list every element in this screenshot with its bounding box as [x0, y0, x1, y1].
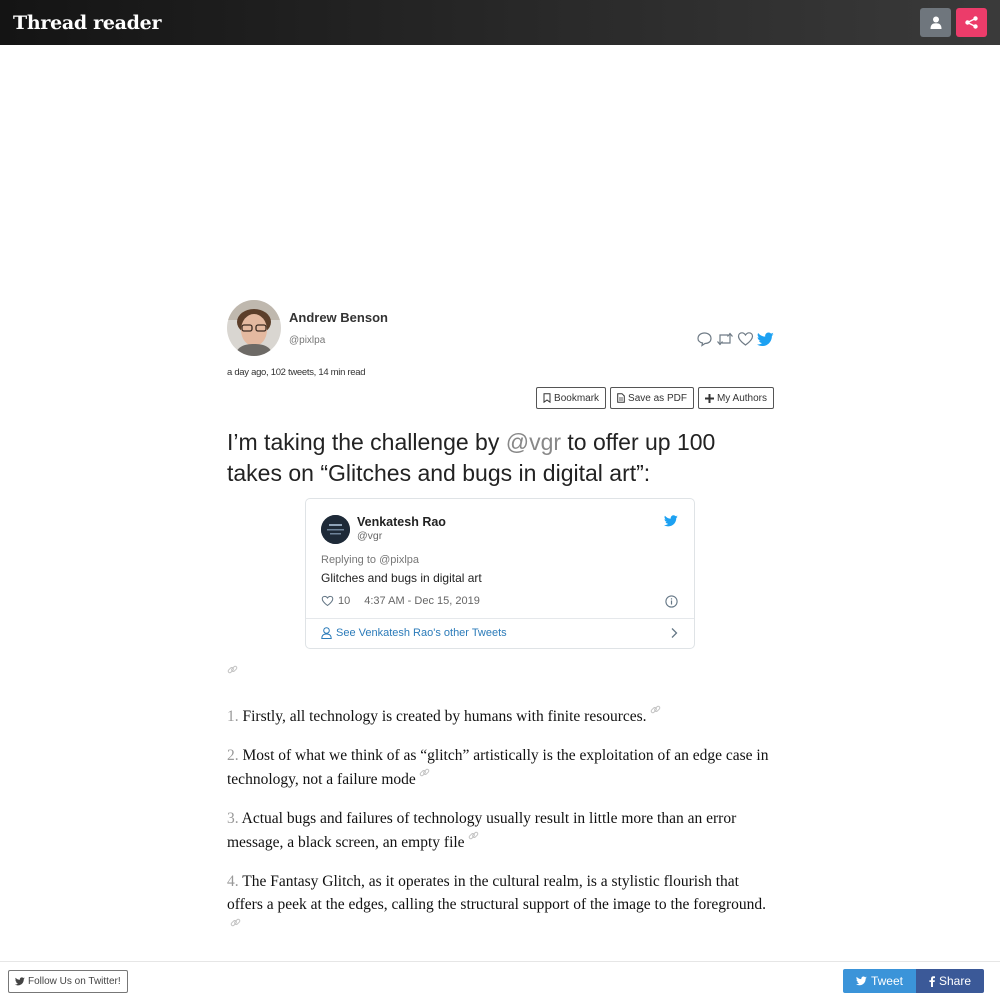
author-handle[interactable]: @pixlpa	[289, 335, 326, 346]
author-name[interactable]: Andrew Benson	[289, 310, 388, 325]
facebook-share-label: Share	[938, 974, 971, 988]
tweet-text: Actual bugs and failures of technology usually result in little more than an error message, a black screen, an empty file	[227, 809, 737, 852]
top-actions	[920, 8, 987, 37]
see-other-tweets-link[interactable]	[321, 627, 507, 639]
tweet-number: 3.	[227, 809, 239, 827]
list-item	[227, 704, 774, 729]
user-button[interactable]	[920, 8, 951, 37]
tweet-text: Firstly, all technology is created by humans with finite resources.	[242, 708, 647, 726]
see-other-tweets-label: See Venkatesh Rao's other Tweets	[336, 627, 507, 639]
share-buttons	[843, 969, 984, 993]
twitter-bird-icon[interactable]	[757, 332, 774, 347]
facebook-icon	[929, 976, 935, 987]
embed-avatar[interactable]	[321, 515, 350, 544]
footer-bar	[0, 961, 1000, 1000]
like-icon[interactable]	[737, 331, 754, 347]
facebook-share-button[interactable]	[916, 969, 984, 993]
twitter-bird-icon	[856, 976, 867, 986]
heart-icon[interactable]	[321, 595, 334, 607]
share-icon	[965, 16, 978, 29]
top-bar	[0, 0, 1000, 45]
save-pdf-label: Save as PDF	[628, 392, 687, 404]
tweet-share-label: Tweet	[870, 974, 903, 988]
tweet-text: Most of what we think of as “glitch” artistically is the exploitation of an edge case in technology, not a failure mode	[227, 746, 769, 789]
tweet-number: 2.	[227, 746, 239, 764]
tweet-number: 1.	[227, 708, 239, 726]
my-authors-label: My Authors	[716, 392, 767, 404]
file-pdf-icon	[617, 393, 625, 403]
embed-author-handle[interactable]: @vgr	[357, 530, 383, 542]
link-icon[interactable]	[227, 664, 238, 675]
link-icon[interactable]	[468, 830, 479, 841]
embedded-tweet[interactable]	[305, 498, 695, 649]
embed-like-count: 10	[338, 595, 351, 607]
thread-first-tweet	[227, 427, 774, 489]
chevron-right-icon[interactable]	[670, 627, 678, 639]
title-text-start: I’m taking the challenge by	[227, 429, 506, 455]
thread-actions	[536, 387, 774, 409]
follow-us-label: Follow Us on Twitter!	[28, 976, 121, 987]
user-outline-icon	[321, 627, 332, 639]
embed-stats	[321, 595, 480, 607]
twitter-bird-icon[interactable]	[664, 515, 678, 527]
author-row	[227, 300, 774, 358]
mention-link[interactable]: @vgr	[505, 429, 562, 455]
twitter-bird-icon	[15, 977, 25, 986]
link-icon[interactable]	[419, 767, 430, 778]
embed-tweet-text: Glitches and bugs in digital art	[321, 571, 482, 585]
reply-icon[interactable]	[696, 331, 713, 347]
list-item	[227, 807, 774, 855]
user-icon	[930, 16, 942, 29]
tweet-list	[227, 704, 774, 1000]
embed-timestamp[interactable]: 4:37 AM - Dec 15, 2019	[364, 595, 480, 607]
bookmark-label: Bookmark	[554, 392, 600, 404]
retweet-icon[interactable]	[716, 331, 734, 347]
share-button[interactable]	[956, 8, 987, 37]
bookmark-button[interactable]	[536, 387, 606, 409]
embed-author-name[interactable]: Venkatesh Rao	[357, 515, 446, 529]
info-icon[interactable]	[665, 595, 678, 608]
list-item	[227, 744, 774, 792]
save-pdf-button[interactable]	[610, 387, 694, 409]
tweet-actions	[696, 331, 774, 347]
bookmark-icon	[543, 393, 551, 403]
brand-logo[interactable]: Thread reader	[13, 11, 162, 34]
author-avatar[interactable]	[227, 300, 281, 356]
link-icon[interactable]	[230, 917, 241, 928]
title-text-end: to offer up 100 takes on “Glitches and bugs in digital art”:	[227, 429, 716, 486]
plus-icon	[705, 394, 714, 403]
embed-divider	[306, 618, 694, 619]
tweet-text: The Fantasy Glitch, as it operates in the cultural realm, is a stylistic flourish that offers a peek at the edges, calling the structural support of the image to the foreground.	[227, 872, 767, 914]
thread-meta: a day ago, 102 tweets, 14 min read	[227, 367, 366, 378]
tweet-number: 4.	[227, 872, 239, 890]
list-item	[227, 870, 774, 942]
follow-us-button[interactable]	[8, 970, 128, 993]
thread-container	[227, 300, 774, 914]
tweet-share-button[interactable]	[843, 969, 916, 993]
embed-replying-to[interactable]: Replying to @pixlpa	[321, 554, 419, 566]
link-icon[interactable]	[650, 704, 661, 715]
my-authors-button[interactable]	[698, 387, 774, 409]
